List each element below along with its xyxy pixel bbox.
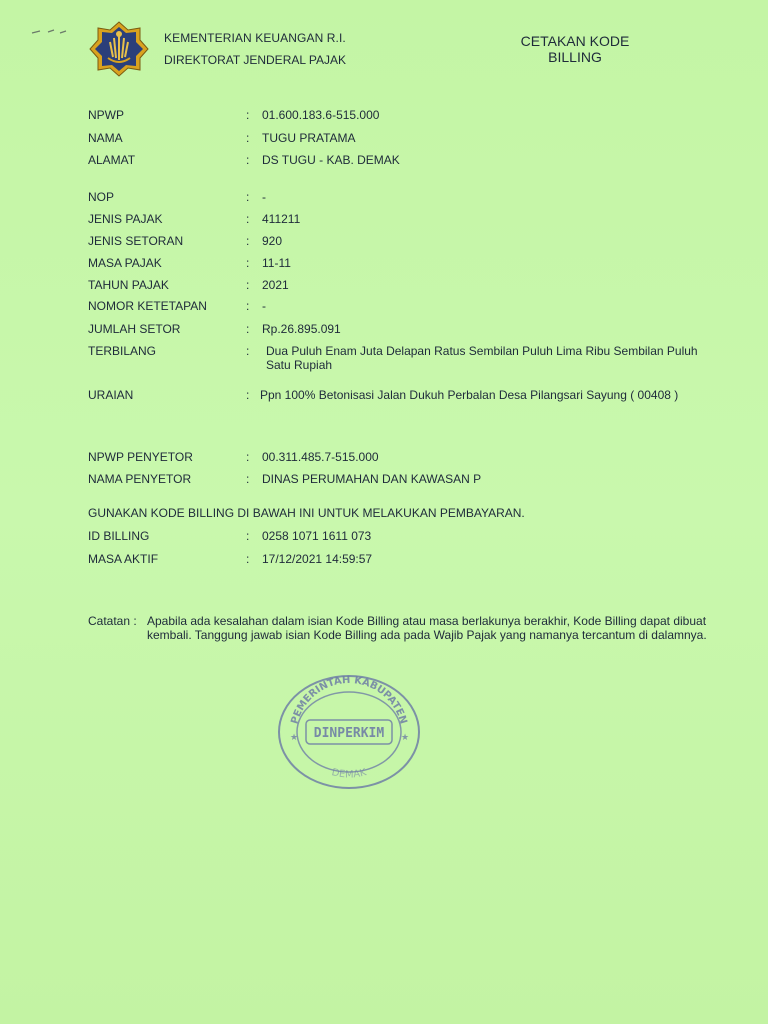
field-value: 11-11 <box>262 256 291 270</box>
field-value: 411211 <box>262 212 301 226</box>
field-label: NOP <box>88 190 115 204</box>
note-label: Catatan : <box>88 614 137 628</box>
field-colon: : <box>246 472 250 486</box>
field-colon: : <box>246 388 250 402</box>
field-label: ALAMAT <box>88 153 136 167</box>
field-value: - <box>262 299 266 313</box>
field-value: - <box>262 190 266 204</box>
payment-notice: GUNAKAN KODE BILLING DI BAWAH INI UNTUK MELAKUKAN PEMBAYARAN. <box>88 506 525 520</box>
scratch-mark-icon <box>30 28 70 36</box>
field-colon: : <box>246 256 250 270</box>
field-colon: : <box>246 552 250 566</box>
field-value: DS TUGU - KAB. DEMAK <box>262 153 400 167</box>
official-stamp-icon <box>274 670 424 792</box>
field-colon: : <box>246 212 250 226</box>
field-label: NPWP PENYETOR <box>88 450 193 464</box>
field-colon: : <box>246 529 250 543</box>
field-label: TERBILANG <box>88 344 157 358</box>
field-label: NAMA PENYETOR <box>88 472 192 486</box>
field-label: NOMOR KETETAPAN <box>88 299 207 313</box>
field-label: MASA PAJAK <box>88 256 162 270</box>
field-label: JENIS SETORAN <box>88 234 184 248</box>
stamp-outer-text: PEMERINTAH KABUPATEN <box>289 674 409 726</box>
document-title-line1: CETAKAN KODE <box>520 33 630 49</box>
field-colon: : <box>246 344 250 358</box>
svg-text:★: ★ <box>290 732 299 742</box>
document-title <box>500 33 650 65</box>
field-label: JENIS PAJAK <box>88 212 163 226</box>
field-label: ID BILLING <box>88 529 150 543</box>
field-label: NPWP <box>88 108 124 122</box>
org-name-ministry: KEMENTERIAN KEUANGAN R.I. <box>164 31 346 45</box>
field-colon: : <box>246 450 250 464</box>
field-colon: : <box>246 299 250 313</box>
field-value: TUGU PRATAMA <box>262 131 356 145</box>
field-colon: : <box>246 131 250 145</box>
svg-text:DEMAK <box>330 767 368 780</box>
field-value: DINAS PERUMAHAN DAN KAWASAN P <box>262 472 482 486</box>
svg-text:★: ★ <box>401 732 410 742</box>
field-colon: : <box>246 278 250 292</box>
org-name-directorate: DIREKTORAT JENDERAL PAJAK <box>164 53 347 67</box>
field-colon: : <box>246 153 250 167</box>
field-value: 0258 1071 1611 073 <box>262 529 372 543</box>
field-label: TAHUN PAJAK <box>88 278 169 292</box>
svg-text:PEMERINTAH KABUPATEN <box>289 675 408 726</box>
stamp-bottom-text: DEMAK <box>330 767 368 781</box>
field-value: Rp.26.895.091 <box>262 322 341 336</box>
field-label: URAIAN <box>88 388 134 402</box>
document-title-line2: BILLING <box>548 49 602 65</box>
field-value: 2021 <box>262 278 289 292</box>
stamp-center-text: DINPERKIM <box>313 726 385 741</box>
field-label: MASA AKTIF <box>88 552 159 566</box>
field-value: Ppn 100% Betonisasi Jalan Dukuh Perbalan Desa Pilangsari Sayung ( 00408 ) <box>260 388 679 402</box>
field-value: Dua Puluh Enam Juta Delapan Ratus Sembilan Puluh Lima Ribu Sembilan Puluh Satu Rupiah <box>266 344 698 372</box>
field-label: NAMA <box>88 131 123 145</box>
field-value: 920 <box>262 234 283 248</box>
field-colon: : <box>246 190 250 204</box>
field-value: 17/12/2021 14:59:57 <box>262 552 373 566</box>
field-value: 00.311.485.7-515.000 <box>262 450 379 464</box>
note-text: Apabila ada kesalahan dalam isian Kode Billing atau masa berlakunya berakhir, Kode Billing dapat dibuat kembali. Tanggung jawab isian Kode Billing ada pada Wajib Pajak yang namanya tercantum di dalamnya. <box>147 614 707 642</box>
field-colon: : <box>246 234 250 248</box>
field-label: JUMLAH SETOR <box>88 322 181 336</box>
kemenkeu-logo-icon <box>88 20 150 78</box>
field-colon: : <box>246 322 250 336</box>
field-value: 01.600.183.6-515.000 <box>262 108 380 122</box>
field-colon: : <box>246 108 250 122</box>
